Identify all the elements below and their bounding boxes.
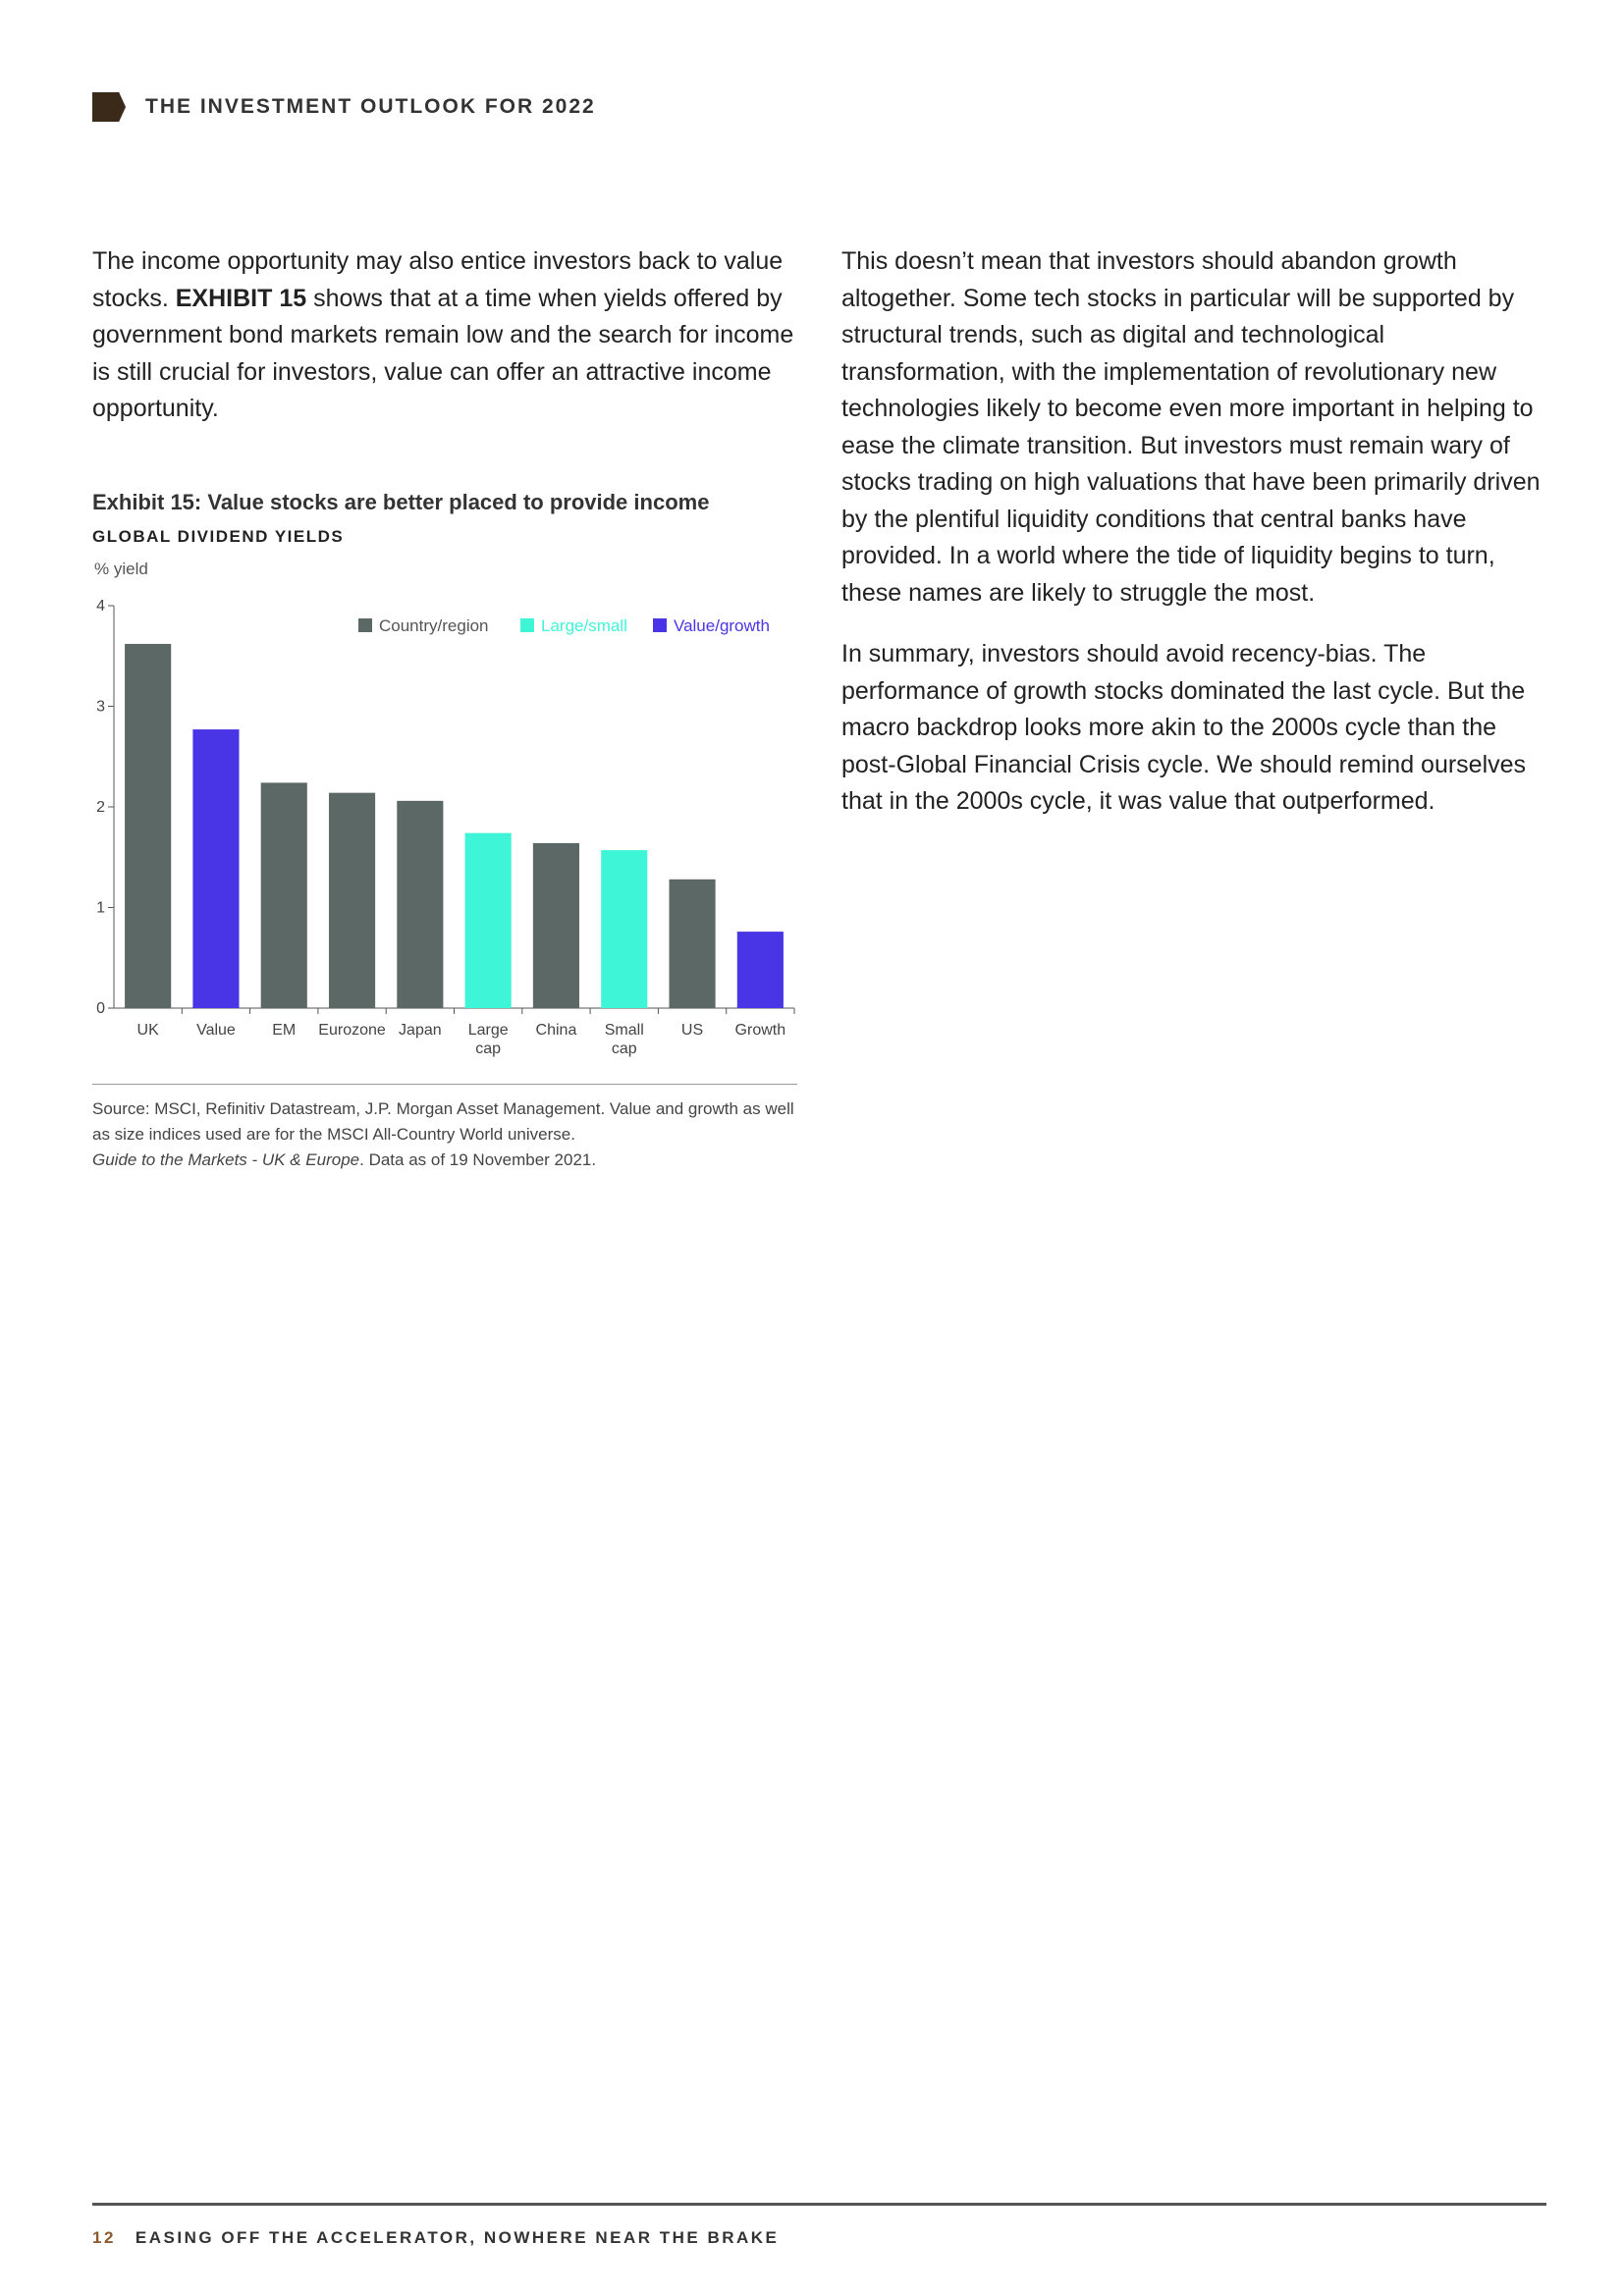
y-tick-label: 1 — [96, 899, 105, 917]
footer-title: EASING OFF THE ACCELERATOR, NOWHERE NEAR THE BRAKE — [135, 2228, 780, 2247]
bar — [329, 793, 375, 1008]
x-tick-label: Growth — [734, 1022, 786, 1039]
left-column — [92, 243, 797, 453]
bar — [397, 801, 443, 1008]
y-axis-label: % yield — [94, 560, 148, 578]
left-paragraph — [92, 243, 797, 428]
footer-divider — [92, 2203, 1546, 2206]
y-tick-label: 4 — [96, 598, 105, 614]
bar — [737, 932, 784, 1008]
exhibit-subtitle: GLOBAL DIVIDEND YIELDS — [92, 527, 345, 546]
x-tick-label: Large — [467, 1022, 509, 1039]
x-tick-label: Japan — [399, 1022, 442, 1039]
bar — [533, 843, 579, 1008]
y-tick-label: 0 — [96, 1000, 105, 1017]
bar — [601, 850, 647, 1008]
para-text: The income opportunity may also entice investors back to value stocks. — [92, 247, 784, 312]
y-tick-label: 2 — [96, 799, 105, 816]
x-tick-label: cap — [611, 1041, 637, 1057]
x-tick-label: UK — [136, 1022, 159, 1039]
legend-label: Country/region — [379, 616, 489, 635]
source-divider — [92, 1084, 797, 1085]
x-tick-label: Small — [604, 1022, 644, 1039]
x-tick-label: EM — [272, 1022, 297, 1039]
bar — [125, 644, 171, 1008]
right-column — [841, 243, 1546, 845]
para-text: shows that at a time when yields offered by government bond markets remain low and the search for income is still crucial for investors, value can offer an attractive income opportunity. — [92, 284, 794, 422]
header-arrow-icon — [92, 92, 126, 122]
page-footer — [92, 2228, 779, 2248]
chart-container — [79, 550, 805, 1080]
y-tick-label: 3 — [96, 698, 105, 716]
x-tick-label: cap — [475, 1041, 502, 1057]
source-text: Source: MSCI, Refinitiv Datastream, J.P. Morgan Asset Management. Value and growth as well as size indices used are for the MSCI All-Country World universe. — [92, 1099, 794, 1144]
legend-swatch — [358, 618, 372, 632]
legend-label: Large/small — [541, 616, 627, 635]
page-header — [92, 90, 596, 124]
x-tick-label: US — [680, 1022, 704, 1039]
bar — [261, 782, 307, 1008]
source-date: . Data as of 19 November 2021. — [359, 1150, 597, 1169]
bar — [669, 880, 715, 1008]
legend-label: Value/growth — [674, 616, 770, 635]
bar — [465, 833, 512, 1008]
bar-chart — [79, 550, 805, 1080]
source-note — [92, 1096, 804, 1173]
bar — [192, 729, 239, 1008]
source-publication: Guide to the Markets - UK & Europe — [92, 1150, 360, 1169]
exhibit-title: Exhibit 15: Value stocks are better placed to provide income — [92, 490, 710, 514]
x-tick-label: Value — [196, 1022, 236, 1039]
legend-swatch — [520, 618, 534, 632]
x-tick-label: Eurozone — [318, 1022, 386, 1039]
page-number: 12 — [92, 2228, 116, 2247]
legend-swatch — [653, 618, 667, 632]
exhibit-reference: EXHIBIT 15 — [175, 284, 307, 312]
header-title: THE INVESTMENT OUTLOOK FOR 2022 — [145, 95, 596, 118]
right-paragraph-1: This doesn’t mean that investors should abandon growth altogether. Some tech stocks in particular will be supported by structural trends, such as digital and technological transformation, with the implementation of revolutionary new technologies likely to become even more important in helping to ease the climate transition. But investors must remain wary of stocks trading on high valuations that have been primarily driven by the plentiful liquidity conditions that central banks have provided. In a world where the tide of liquidity begins to turn, these names are likely to struggle the most. — [841, 247, 1541, 607]
right-paragraph-2: In summary, investors should avoid recency-bias. The performance of growth stocks dominated the last cycle. But the macro backdrop looks more akin to the 2000s cycle than the post-Global Financial Crisis cycle. We should remind ourselves that in the 2000s cycle, it was value that outperformed. — [841, 640, 1527, 815]
x-tick-label: China — [535, 1022, 577, 1039]
